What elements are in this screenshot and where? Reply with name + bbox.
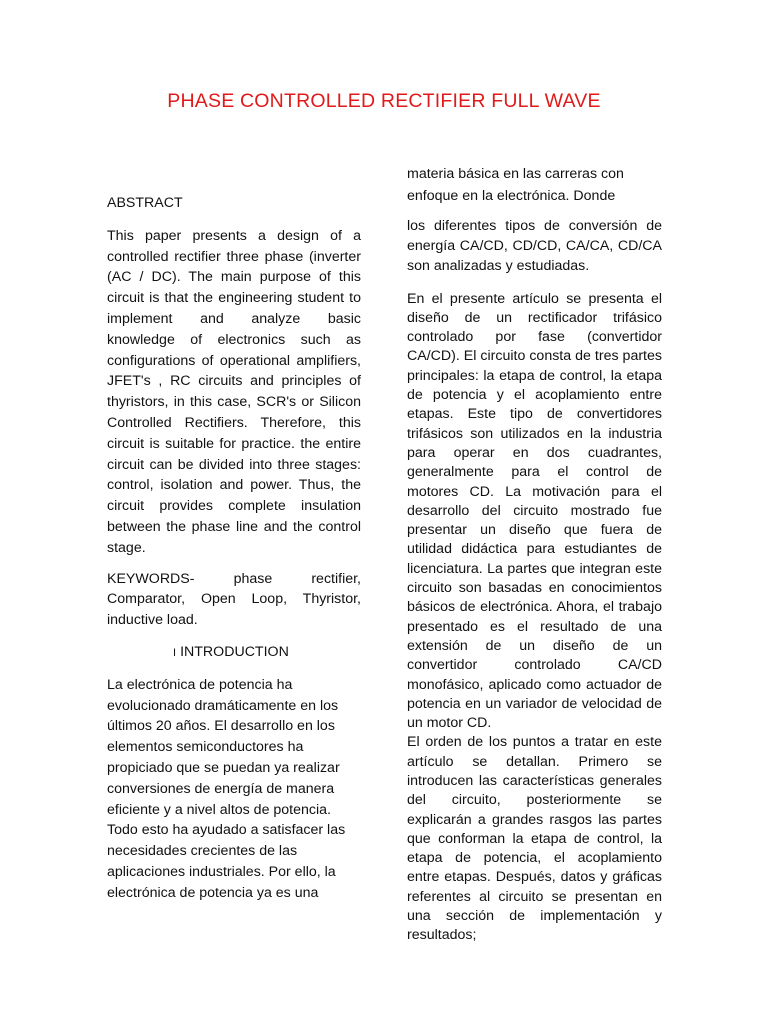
introduction-heading-text: INTRODUCTION: [180, 643, 289, 660]
article-description-paragraph: En el presente artículo se presenta el diseño de un rectificador trifásico controlado por fase (convertidor CA/CD). El circuito consta de tres partes principales: la etapa de control, la etapa de potencia y el acoplamiento entre etapas. Este tipo de convertidores trifásicos son utilizados en la industria para operar en dos cuadrantes, generalmente para el control de motores CD. La motivación para el desarrollo del circuito mostrado fue presentar un diseño que fuera de utilidad didáctica para estudiantes de licenciatura. La partes que integran este circuito son basadas en conocimientos básicos de electrónica. Ahora, el trabajo presentado es el resultado de una extensión de un diseño de un convertidor controlado CA/CD monofásico, aplicado como actuador de potencia en un variador de velocidad de un motor CD.: [407, 290, 662, 732]
section-numeral: I: [173, 646, 177, 659]
abstract-text: This paper presents a design of a controlled rectifier three phase (inverter (AC / DC). The main purpose of this circuit is that the engineering student to implement and analyze basic knowledge of electronics such as configurations of operational amplifiers, JFET's , RC circuits and principles of thyristors, in this case, SCR's or Silicon Controlled Rectifiers. Therefore, this circuit is suitable for practice. the entire circuit can be divided into three stages: control, isolation and power. Thus, the circuit provides complete insulation between the phase line and the control stage.: [107, 227, 361, 556]
keywords: KEYWORDS- phase rectifier, Comparator, Open Loop, Thyristor, inductive load.: [107, 570, 361, 629]
introduction-text: La electrónica de potencia ha evolucionado dramáticamente en los últimos 20 años. El desarrollo en los elementos semiconductores ha propiciado que se puedan ya realizar conversiones de energía de manera eficiente y a nivel altos de potencia. Todo esto ha ayudado a satisfacer las necesidades crecientes de las aplicaciones industriales. Por ello, la electrónica de potencia ya es una: [107, 676, 346, 901]
introduction-heading: [107, 642, 361, 664]
right-column: [407, 164, 662, 946]
abstract-heading: ABSTRACT: [107, 195, 183, 211]
article-outline-paragraph: El orden de los puntos a tratar en este artículo se detallan. Primero se introducen las características generales del circuito, posteriormente se explicarán a grandes rasgos las partes que conforman la etapa de control, la etapa de potencia, el acoplamiento entre etapas. Después, datos y gráficas referentes al circuito se presentan en una sección de implementación y resultados;: [407, 734, 662, 944]
continuation-paragraph: materia básica en las carreras con enfoque en la electrónica. Donde: [407, 166, 624, 204]
left-column: [107, 193, 361, 904]
paper-title: PHASE CONTROLLED RECTIFIER FULL WAVE: [167, 90, 601, 112]
conversion-types-paragraph: los diferentes tipos de conversión de energía CA/CD, CD/CD, CA/CA, CD/CA son analizadas y estudiadas.: [407, 218, 662, 274]
